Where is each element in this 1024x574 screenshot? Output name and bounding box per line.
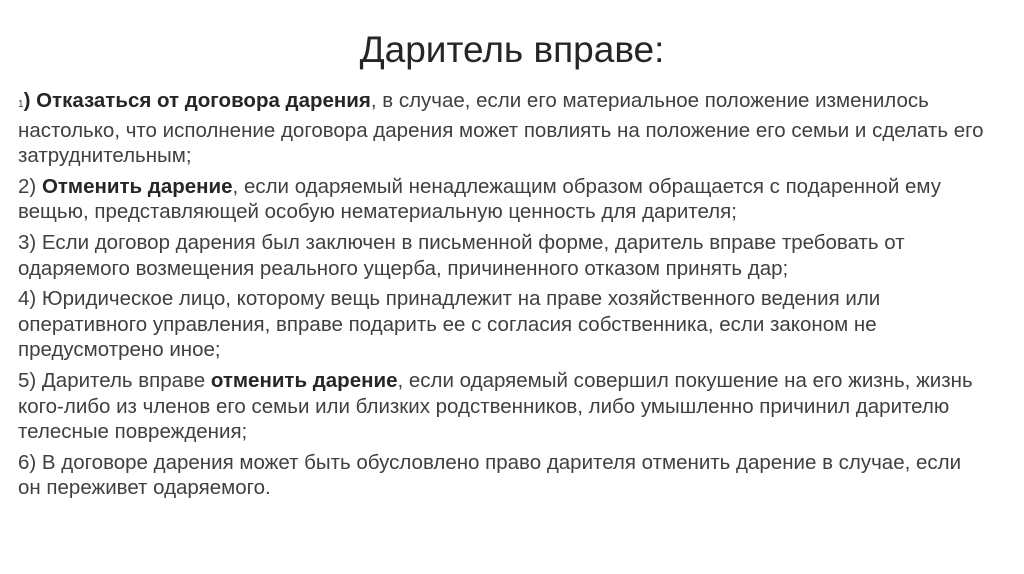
list-item-4	[18, 286, 988, 363]
list-item-5	[18, 368, 988, 445]
content-list	[18, 88, 988, 506]
item-bold-text: отменить дарение	[210, 368, 398, 392]
item-bold-text: Отказаться от договора дарения	[36, 89, 371, 112]
item-text: , в случае, если его материальное положение изменилось настолько, что исполнение договора дарения может повлиять на положение его семьи и сделать его затруднительным;	[18, 89, 984, 168]
item-text: 3) Если договор дарения был заключен в письменной форме, даритель вправе требовать от одаряемого возмещения реального ущерба, причиненного отказом принять дар;	[18, 230, 905, 280]
item-bold-text: Отменить дарение	[41, 174, 233, 198]
list-item-2	[18, 174, 988, 225]
item-prefix: 2)	[18, 174, 42, 198]
item-text: 6) В договоре дарения может быть обусловлено право дарителя отменить дарение в случае, если он переживет одаряемого.	[18, 450, 962, 500]
item-number: 1	[18, 99, 24, 110]
item-prefix: 5) Даритель вправе	[18, 368, 211, 392]
item-bold-paren: )	[23, 89, 31, 112]
slide-title: Даритель вправе:	[359, 29, 665, 70]
list-item-1	[18, 88, 988, 169]
item-text: , если одаряемый совершил покушение на его жизнь, жизнь кого-либо из членов его семьи или близких родственников, либо умышленно причинил дарителю телесные повреждения;	[18, 368, 973, 444]
item-text: , если одаряемый ненадлежащим образом обращается с подаренной ему вещью, представляющей особую нематериальную ценность для дарителя;	[18, 174, 941, 224]
list-item-6	[18, 450, 988, 501]
item-text: 4) Юридическое лицо, которому вещь принадлежит на праве хозяйственного ведения или оперативного управления, вправе подарить ее с согласия собственника, если законом не предусмотрено иное;	[18, 287, 881, 362]
list-item-3	[18, 230, 988, 281]
